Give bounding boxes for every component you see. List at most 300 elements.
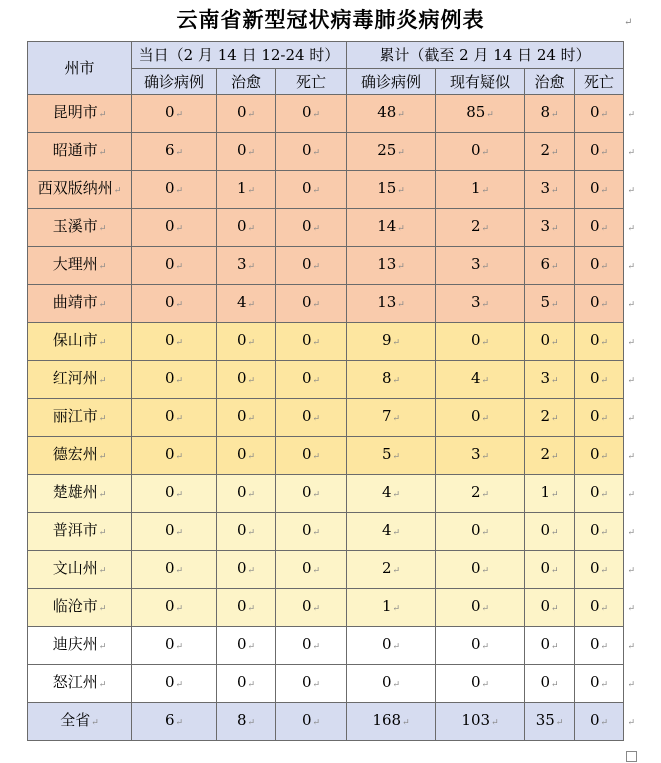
paragraph-mark-icon: ↵: [397, 148, 405, 158]
cum-confirmed-cell: [347, 247, 436, 285]
region-name-value: 丽江市: [52, 407, 98, 425]
cum-cured-cell: [525, 247, 575, 285]
cum-suspected-cell: [436, 589, 525, 627]
region-name-value: 昭通市: [52, 141, 98, 159]
paragraph-mark-icon: ↵: [551, 490, 559, 500]
paragraph-mark-icon: ↵: [600, 604, 609, 614]
cum-cured-value: 8: [540, 103, 551, 121]
paragraph-mark-icon: ↵: [397, 224, 405, 234]
paragraph-mark-icon: ↵: [481, 224, 490, 234]
daily-dead-value: 0: [301, 331, 312, 349]
daily-cured-value: 0: [236, 559, 247, 577]
cum-cured-cell: [525, 627, 575, 665]
row-end-mark-icon: ↵: [627, 490, 636, 500]
daily-cured-value: 0: [236, 597, 247, 615]
header-cum-confirmed: 确诊病例: [347, 69, 436, 95]
paragraph-mark-icon: ↵: [312, 186, 321, 196]
paragraph-mark-icon: ↵: [551, 414, 559, 424]
row-end-mark-icon: ↵: [627, 110, 636, 120]
cum-cured-cell: [525, 133, 575, 171]
header-daily-cured: 治愈: [217, 69, 276, 95]
paragraph-mark-icon: ↵: [175, 414, 184, 424]
cum-suspected-value: 1: [470, 179, 481, 197]
region-name-value: 楚雄州: [52, 483, 98, 501]
daily-confirmed-value: 0: [164, 483, 175, 501]
cum-confirmed-cell: [347, 551, 436, 589]
page-title: 云南省新型冠状病毒肺炎病例表: [176, 7, 485, 32]
daily-confirmed-value: 0: [164, 635, 175, 653]
cum-cured-value: 3: [540, 217, 551, 235]
paragraph-mark-icon: ↵: [175, 566, 184, 576]
region-name-cell: [28, 171, 132, 209]
paragraph-mark-icon: ↵: [600, 224, 609, 234]
daily-confirmed-cell: [132, 665, 217, 703]
daily-confirmed-cell: [132, 703, 217, 741]
cum-dead-cell: [575, 665, 636, 703]
region-name-cell: [28, 361, 132, 399]
daily-cured-value: 0: [236, 141, 247, 159]
table-row: [28, 551, 624, 589]
paragraph-mark-icon: ↵: [175, 642, 184, 652]
cum-dead-cell: [575, 323, 636, 361]
paragraph-mark-icon: ↵: [312, 262, 321, 272]
cum-confirmed-cell: [347, 665, 436, 703]
cum-suspected-cell: [436, 703, 525, 741]
cum-dead-cell: [575, 95, 636, 133]
paragraph-mark-icon: ↵: [481, 452, 490, 462]
cum-confirmed-cell: [347, 361, 436, 399]
paragraph-mark-icon: ↵: [481, 376, 490, 386]
paragraph-mark-icon: ↵: [175, 186, 184, 196]
cum-dead-cell: [575, 133, 636, 171]
cum-confirmed-value: 9: [381, 331, 392, 349]
daily-dead-value: 0: [301, 369, 312, 387]
cum-confirmed-value: 5: [381, 445, 392, 463]
paragraph-mark-icon: ↵: [600, 718, 609, 728]
cum-dead-value: 0: [589, 445, 600, 463]
paragraph-mark-icon: ↵: [312, 338, 321, 348]
daily-confirmed-cell: [132, 323, 217, 361]
daily-dead-cell: [276, 475, 347, 513]
paragraph-mark-icon: ↵: [175, 300, 184, 310]
paragraph-mark-icon: ↵: [175, 452, 184, 462]
paragraph-mark-icon: ↵: [91, 718, 99, 728]
cum-confirmed-cell: [347, 437, 436, 475]
daily-cured-cell: [217, 551, 276, 589]
cum-suspected-value: 0: [470, 407, 481, 425]
daily-cured-value: 0: [236, 369, 247, 387]
paragraph-mark-icon: ↵: [600, 642, 609, 652]
cum-confirmed-cell: [347, 133, 436, 171]
cum-dead-cell: [575, 475, 636, 513]
table-row: [28, 399, 624, 437]
table-row: [28, 437, 624, 475]
paragraph-mark-icon: ↵: [392, 680, 401, 690]
region-name-cell: [28, 437, 132, 475]
paragraph-mark-icon: ↵: [312, 604, 321, 614]
paragraph-mark-icon: ↵: [98, 376, 107, 386]
cum-suspected-value: 103: [461, 711, 491, 729]
header-cum-suspected: 现有疑似: [436, 69, 525, 95]
cum-dead-value: 0: [589, 559, 600, 577]
paragraph-mark-icon: ↵: [600, 262, 609, 272]
paragraph-mark-icon: ↵: [312, 718, 321, 728]
region-name-cell: [28, 95, 132, 133]
table-row: [28, 133, 624, 171]
region-name-value: 怒江州: [52, 673, 98, 691]
daily-dead-cell: [276, 627, 347, 665]
region-name-cell: [28, 323, 132, 361]
paragraph-mark-icon: ↵: [312, 300, 321, 310]
daily-cured-cell: [217, 399, 276, 437]
cum-cured-value: 0: [540, 635, 551, 653]
daily-dead-value: 0: [301, 673, 312, 691]
cum-dead-value: 0: [589, 521, 600, 539]
cum-cured-value: 0: [540, 521, 551, 539]
table-row: [28, 95, 624, 133]
paragraph-mark-icon: ↵: [600, 490, 609, 500]
paragraph-mark-icon: ↵: [312, 528, 321, 538]
daily-confirmed-cell: [132, 589, 217, 627]
paragraph-mark-icon: ↵: [600, 300, 609, 310]
cum-cured-value: 2: [540, 445, 551, 463]
cum-suspected-cell: [436, 399, 525, 437]
daily-confirmed-cell: [132, 437, 217, 475]
daily-cured-cell: [217, 665, 276, 703]
paragraph-mark-icon: ↵: [247, 528, 256, 538]
paragraph-mark-icon: ↵: [247, 566, 256, 576]
cum-suspected-value: 4: [470, 369, 481, 387]
cum-dead-value: 0: [589, 369, 600, 387]
paragraph-mark-icon: ↵: [600, 414, 609, 424]
cum-dead-value: 0: [589, 673, 600, 691]
daily-cured-cell: [217, 589, 276, 627]
cum-dead-value: 0: [589, 407, 600, 425]
daily-confirmed-value: 6: [164, 711, 175, 729]
cum-cured-value: 3: [540, 179, 551, 197]
paragraph-mark-icon: ↵: [481, 566, 490, 576]
daily-dead-value: 0: [301, 141, 312, 159]
cum-cured-value: 3: [540, 369, 551, 387]
paragraph-mark-icon: ↵: [551, 642, 559, 652]
daily-confirmed-cell: [132, 627, 217, 665]
daily-dead-value: 0: [301, 217, 312, 235]
paragraph-mark-icon: ↵: [392, 642, 401, 652]
header-cum-cured: 治愈: [525, 69, 575, 95]
daily-dead-value: 0: [301, 103, 312, 121]
cum-suspected-value: 3: [470, 293, 481, 311]
cum-confirmed-cell: [347, 399, 436, 437]
daily-dead-cell: [276, 285, 347, 323]
table-row: [28, 589, 624, 627]
paragraph-mark-icon: ↵: [486, 110, 494, 120]
header-cumulative-group: 累计（截至 2 月 14 日 24 时）: [347, 42, 624, 69]
daily-cured-cell: [217, 133, 276, 171]
daily-confirmed-cell: [132, 285, 217, 323]
cum-suspected-value: 0: [470, 673, 481, 691]
row-end-mark-icon: ↵: [627, 148, 636, 158]
region-name-value: 西双版纳州: [37, 179, 113, 197]
cum-suspected-value: 3: [470, 445, 481, 463]
cum-suspected-value: 0: [470, 331, 481, 349]
region-name-cell: [28, 627, 132, 665]
daily-cured-value: 0: [236, 331, 247, 349]
row-end-mark-icon: ↵: [627, 376, 636, 386]
region-name-cell: [28, 133, 132, 171]
daily-cured-value: 0: [236, 635, 247, 653]
region-name-value: 曲靖市: [52, 293, 98, 311]
cum-dead-cell: [575, 247, 636, 285]
cum-cured-cell: [525, 285, 575, 323]
region-name-value: 红河州: [52, 369, 98, 387]
paragraph-mark-icon: ↵: [175, 680, 184, 690]
paragraph-mark-icon: ↵: [600, 338, 609, 348]
region-name-cell: [28, 209, 132, 247]
paragraph-mark-icon: ↵: [397, 110, 405, 120]
paragraph-mark-icon: ↵: [481, 490, 490, 500]
daily-dead-cell: [276, 209, 347, 247]
cum-suspected-cell: [436, 361, 525, 399]
daily-confirmed-value: 0: [164, 331, 175, 349]
paragraph-mark-icon: ↵: [247, 338, 256, 348]
paragraph-mark-icon: ↵: [397, 186, 405, 196]
table-row: [28, 627, 624, 665]
region-name-cell: [28, 703, 132, 741]
daily-confirmed-value: 0: [164, 179, 175, 197]
paragraph-mark-icon: ↵: [247, 110, 256, 120]
cum-cured-value: 35: [535, 711, 555, 729]
row-end-mark-icon: ↵: [627, 224, 636, 234]
daily-confirmed-cell: [132, 513, 217, 551]
daily-dead-value: 0: [301, 255, 312, 273]
paragraph-mark-icon: ↵: [175, 262, 184, 272]
region-name-value: 昆明市: [52, 103, 98, 121]
cum-suspected-cell: [436, 285, 525, 323]
paragraph-mark-icon: ↵: [175, 604, 184, 614]
paragraph-mark-icon: ↵: [98, 566, 107, 576]
daily-confirmed-cell: [132, 247, 217, 285]
table-row: [28, 665, 624, 703]
paragraph-mark-icon: ↵: [312, 452, 321, 462]
paragraph-mark-icon: ↵: [247, 148, 256, 158]
paragraph-mark-icon: ↵: [551, 604, 559, 614]
table-resize-handle[interactable]: [626, 751, 637, 762]
paragraph-mark-icon: ↵: [481, 680, 490, 690]
paragraph-mark-icon: ↵: [247, 718, 256, 728]
row-end-mark-icon: ↵: [627, 566, 636, 576]
cum-confirmed-value: 13: [377, 255, 397, 273]
cum-suspected-value: 0: [470, 597, 481, 615]
daily-cured-cell: [217, 475, 276, 513]
paragraph-mark-icon: ↵: [481, 414, 490, 424]
region-name-cell: [28, 399, 132, 437]
daily-dead-value: 0: [301, 597, 312, 615]
cum-dead-value: 0: [589, 141, 600, 159]
paragraph-mark-icon: ↵: [600, 680, 609, 690]
cum-dead-cell: [575, 551, 636, 589]
cum-cured-value: 2: [540, 407, 551, 425]
paragraph-mark-icon: ↵: [312, 414, 321, 424]
paragraph-mark-icon: ↵: [98, 604, 107, 614]
paragraph-mark-icon: ↵: [312, 376, 321, 386]
cum-suspected-value: 3: [470, 255, 481, 273]
daily-confirmed-value: 0: [164, 293, 175, 311]
daily-cured-cell: [217, 513, 276, 551]
paragraph-mark-icon: ↵: [247, 300, 256, 310]
daily-dead-cell: [276, 551, 347, 589]
paragraph-mark-icon: ↵: [98, 528, 107, 538]
paragraph-mark-icon: ↵: [392, 452, 401, 462]
daily-cured-value: 0: [236, 103, 247, 121]
cum-cured-value: 6: [540, 255, 551, 273]
daily-dead-cell: [276, 665, 347, 703]
paragraph-mark-icon: ↵: [98, 680, 107, 690]
cum-suspected-value: 2: [470, 217, 481, 235]
row-end-mark-icon: ↵: [627, 680, 636, 690]
cum-dead-value: 0: [589, 331, 600, 349]
cum-confirmed-value: 25: [377, 141, 397, 159]
row-end-mark-icon: ↵: [627, 338, 636, 348]
region-name-cell: [28, 551, 132, 589]
paragraph-mark-icon: ↵: [551, 528, 559, 538]
region-name-cell: [28, 285, 132, 323]
daily-confirmed-value: 0: [164, 445, 175, 463]
cum-cured-value: 1: [540, 483, 551, 501]
cum-cured-cell: [525, 209, 575, 247]
paragraph-mark-icon: ↵: [113, 186, 122, 196]
paragraph-mark-icon: ↵: [600, 376, 609, 386]
cum-confirmed-value: 48: [377, 103, 397, 121]
cum-cured-cell: [525, 95, 575, 133]
row-end-mark-icon: ↵: [627, 186, 636, 196]
cum-confirmed-value: 2: [381, 559, 392, 577]
table-row: [28, 513, 624, 551]
daily-cured-cell: [217, 703, 276, 741]
daily-cured-value: 0: [236, 217, 247, 235]
cum-confirmed-value: 14: [377, 217, 397, 235]
cum-suspected-cell: [436, 513, 525, 551]
daily-cured-cell: [217, 323, 276, 361]
cum-dead-value: 0: [589, 483, 600, 501]
paragraph-mark-icon: ↵: [175, 528, 184, 538]
cum-dead-value: 0: [589, 103, 600, 121]
daily-confirmed-value: 0: [164, 103, 175, 121]
paragraph-mark-icon: ↵: [98, 490, 107, 500]
cum-confirmed-value: 1: [381, 597, 392, 615]
paragraph-mark-icon: ↵: [624, 17, 633, 28]
paragraph-mark-icon: ↵: [397, 262, 405, 272]
cum-dead-cell: [575, 209, 636, 247]
daily-dead-cell: [276, 323, 347, 361]
cum-cured-value: 0: [540, 331, 551, 349]
header-daily-confirmed: 确诊病例: [132, 69, 217, 95]
cum-confirmed-cell: [347, 703, 436, 741]
paragraph-mark-icon: ↵: [551, 376, 559, 386]
daily-cured-value: 1: [236, 179, 247, 197]
cum-suspected-value: 0: [470, 559, 481, 577]
daily-dead-cell: [276, 95, 347, 133]
daily-confirmed-value: 0: [164, 597, 175, 615]
region-name-value: 全省: [60, 711, 91, 729]
daily-confirmed-cell: [132, 551, 217, 589]
daily-confirmed-value: 0: [164, 559, 175, 577]
cum-cured-cell: [525, 475, 575, 513]
paragraph-mark-icon: ↵: [481, 300, 490, 310]
header-daily-dead: 死亡: [276, 69, 347, 95]
paragraph-mark-icon: ↵: [481, 338, 490, 348]
daily-confirmed-value: 0: [164, 407, 175, 425]
daily-confirmed-cell: [132, 361, 217, 399]
paragraph-mark-icon: ↵: [98, 224, 107, 234]
paragraph-mark-icon: ↵: [600, 110, 609, 120]
paragraph-mark-icon: ↵: [175, 376, 184, 386]
paragraph-mark-icon: ↵: [247, 680, 256, 690]
paragraph-mark-icon: ↵: [312, 642, 321, 652]
daily-cured-cell: [217, 171, 276, 209]
paragraph-mark-icon: ↵: [481, 642, 490, 652]
region-name-value: 德宏州: [52, 445, 98, 463]
cum-confirmed-value: 4: [381, 521, 392, 539]
daily-dead-value: 0: [301, 445, 312, 463]
daily-cured-cell: [217, 209, 276, 247]
cum-cured-cell: [525, 551, 575, 589]
daily-cured-value: 3: [236, 255, 247, 273]
table-row: [28, 285, 624, 323]
cum-suspected-cell: [436, 437, 525, 475]
cum-dead-cell: [575, 703, 636, 741]
daily-confirmed-value: 0: [164, 255, 175, 273]
daily-confirmed-cell: [132, 95, 217, 133]
region-name-value: 普洱市: [52, 521, 98, 539]
table-row: [28, 171, 624, 209]
paragraph-mark-icon: ↵: [600, 148, 609, 158]
table-row: [28, 247, 624, 285]
daily-cured-cell: [217, 95, 276, 133]
cum-dead-cell: [575, 627, 636, 665]
paragraph-mark-icon: ↵: [481, 604, 490, 614]
daily-cured-cell: [217, 361, 276, 399]
cum-confirmed-value: 0: [381, 635, 392, 653]
cum-confirmed-cell: [347, 209, 436, 247]
region-name-cell: [28, 589, 132, 627]
paragraph-mark-icon: ↵: [312, 490, 321, 500]
daily-dead-value: 0: [301, 179, 312, 197]
cum-dead-cell: [575, 589, 636, 627]
region-name-cell: [28, 665, 132, 703]
header-region: 州市: [28, 42, 132, 95]
row-end-mark-icon: ↵: [627, 452, 636, 462]
paragraph-mark-icon: ↵: [175, 338, 184, 348]
header-row-group: [28, 42, 624, 69]
paragraph-mark-icon: ↵: [175, 110, 184, 120]
paragraph-mark-icon: ↵: [600, 186, 609, 196]
daily-dead-cell: [276, 589, 347, 627]
paragraph-mark-icon: ↵: [600, 452, 609, 462]
paragraph-mark-icon: ↵: [491, 718, 499, 728]
paragraph-mark-icon: ↵: [175, 490, 184, 500]
paragraph-mark-icon: ↵: [392, 414, 401, 424]
cum-suspected-cell: [436, 247, 525, 285]
cum-suspected-cell: [436, 171, 525, 209]
cum-confirmed-cell: [347, 513, 436, 551]
row-end-mark-icon: ↵: [627, 300, 636, 310]
daily-dead-value: 0: [301, 483, 312, 501]
cum-suspected-value: 0: [470, 141, 481, 159]
paragraph-mark-icon: ↵: [98, 110, 107, 120]
daily-cured-cell: [217, 437, 276, 475]
paragraph-mark-icon: ↵: [481, 148, 490, 158]
cum-confirmed-value: 0: [381, 673, 392, 691]
